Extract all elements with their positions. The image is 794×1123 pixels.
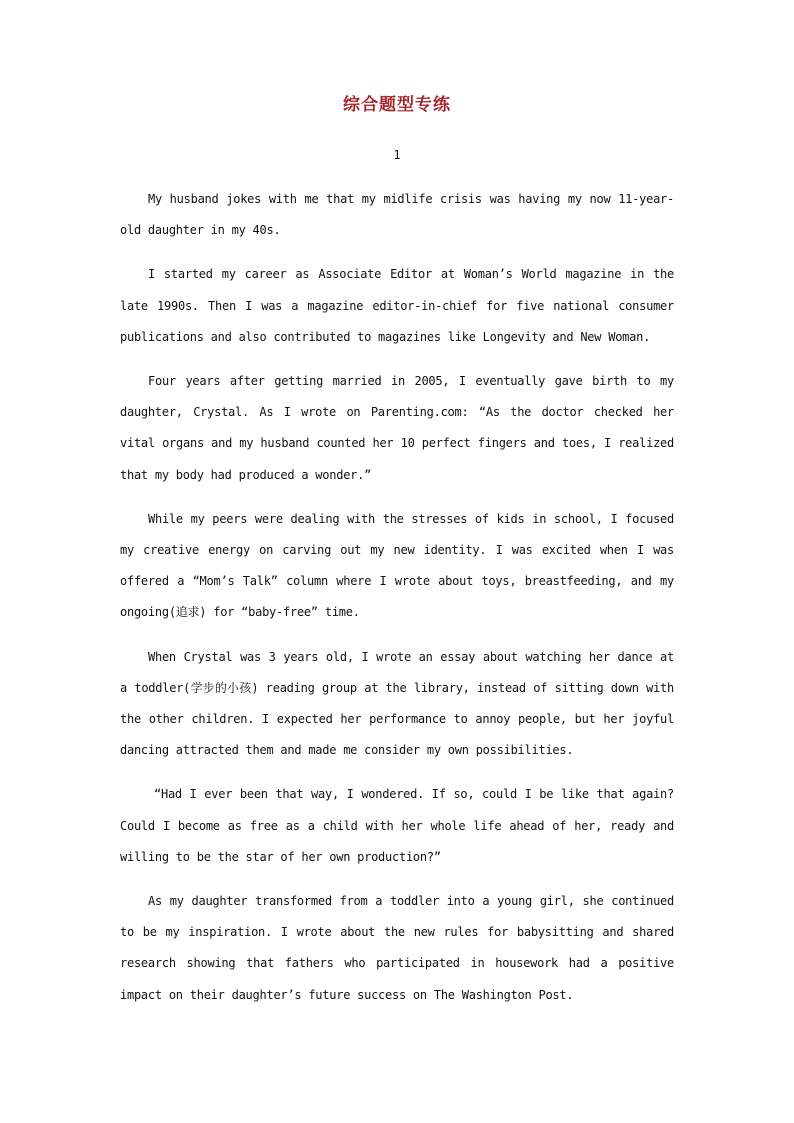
paragraph-2: I started my career as Associate Editor at Woman’s World magazine in the late 1990s. Then I was a magazine editor-in-chief for five national consumer publications and also contributed to magazines like Longevity and New Woman.: [120, 267, 674, 344]
paragraph-7: As my daughter transformed from a toddler into a young girl, she continued to be my inspiration. I wrote about the new rules for babysitting and shared research showing that fathers who participated in housework had a positive impact on their daughter’s future success on The Washington Post.: [120, 894, 674, 1002]
article-body: [120, 184, 674, 1024]
paragraph-4: While my peers were dealing with the stresses of kids in school, I focused my creative energy on carving out my new identity. I was excited when I was offered a “Mom’s Talk” column where I wrote about toys, breastfeeding, and my ongoing(追求) for “baby-free” time.: [120, 511, 674, 620]
paragraph-3: Four years after getting married in 2005, I eventually gave birth to my daughter, Crystal. As I wrote on Parenting.com: “As the doctor checked her vital organs and my husband counted her 10 perfect fingers and toes, I realized that my body had produced a wonder.”: [120, 374, 674, 482]
section-number: 1: [393, 148, 401, 162]
page-title: 综合题型专练: [343, 95, 451, 115]
paragraph-6: “Had I ever been that way, I wondered. If so, could I be like that again? Could I become as free as a child with her whole life ahead of her, ready and willing to be the star of her own production?”: [120, 787, 674, 864]
paragraph-1: My husband jokes with me that my midlife crisis was having my now 11-year-old daughter in my 40s.: [120, 192, 674, 238]
paragraph-5: When Crystal was 3 years old, I wrote an essay about watching her dance at a toddler(学步的小孩) reading group at the library, instead of sitting down with the other children. I expected her performance to annoy people, but her joyful dancing attracted them and made me consider my own possibilities.: [120, 649, 674, 758]
